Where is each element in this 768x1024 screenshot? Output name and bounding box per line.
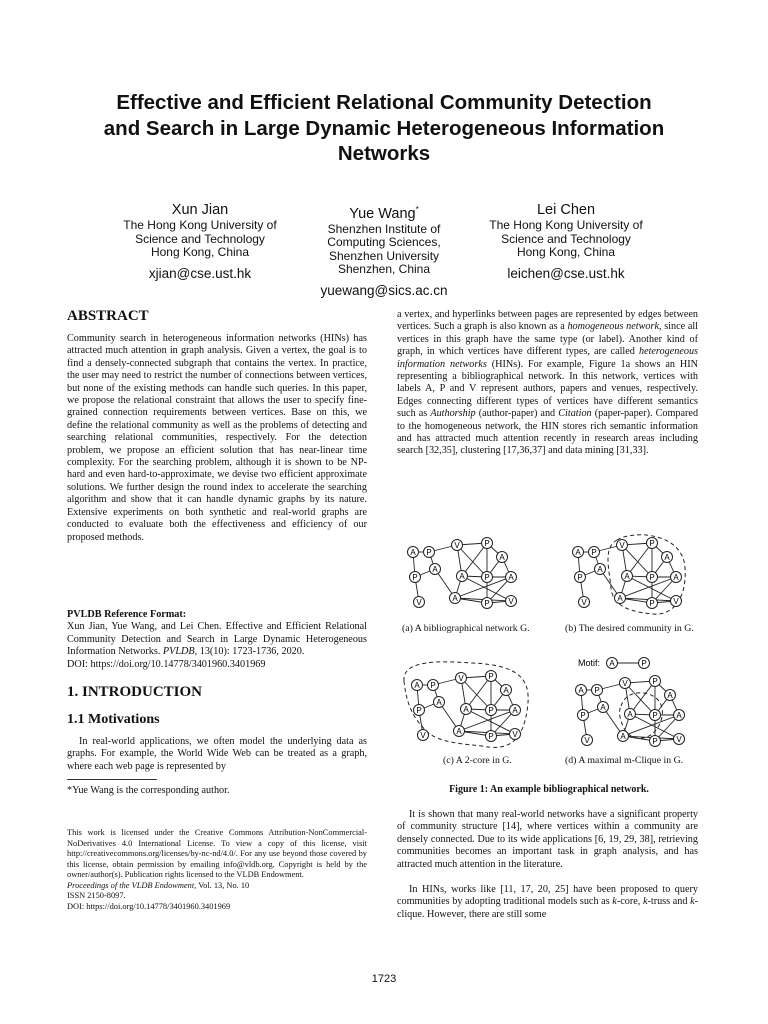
svg-text:A: A [676,711,682,720]
node-a-A6 [450,593,461,604]
node-d-P1 [592,685,603,696]
affil-line: Shenzhen, China [337,262,431,277]
node-a-P4 [482,572,493,583]
figure-caption: Figure 1: An example bibliographical network. [449,784,649,795]
p3-k2: k [642,896,648,908]
svg-text:P: P [484,573,490,582]
svg-text:A: A [508,573,514,582]
author-name-text: Yue Wang [349,205,416,222]
reference-format-text [67,621,367,658]
p1-text-b: , since all vertices in this graph have the same type (or label). Another kind of graph, in which vertices have different types, are called [397,321,699,358]
node-c-P3 [414,705,425,716]
svg-text:P: P [488,732,494,741]
node-d-P5 [650,736,661,747]
svg-text:P: P [484,539,490,548]
motif [578,658,650,669]
figure-1 [398,528,700,800]
node-a-A4 [457,571,468,582]
author-block-2 [284,201,484,300]
node-c-A3 [434,697,445,708]
footnote: *Yue Wang is the corresponding author. [67,785,230,796]
node-c-P1 [428,680,439,691]
node-a-A5 [506,572,517,583]
affil-line: Science and Technology [135,231,265,246]
svg-text:P: P [652,737,658,746]
svg-text:A: A [597,565,603,574]
svg-text:A: A [436,698,442,707]
node-a-A2 [497,552,508,563]
node-b-P4 [647,572,658,583]
node-d-P2 [650,676,661,687]
subcaption-b: (b) The desired community in G. [565,623,694,634]
p1-text-e: (paper-paper). Compared to the homogeneous network, the HIN stores rich semantic information and has attracted much attention recently in research areas including search [32,35], clustering [17,36,37] and data mining [31,33]. [397,408,699,457]
node-d-A1 [576,685,587,696]
intro-paragraph-1: In real-world applications, we often model the underlying data as graphs. For example, the World Wide Web can be treated as a graph, where each web page is represented by [67,736,367,772]
node-b-A1 [573,547,584,558]
svg-text:P: P [649,539,655,548]
affil-line: Hong Kong, China [150,245,250,259]
svg-text:P: P [484,599,490,608]
ref-venue: PVLDB, [162,646,198,658]
subcaption-d: (d) A maximal m-Clique in G. [565,755,684,766]
svg-text:A: A [432,565,438,574]
motivations-heading: 1.1 Motivations [67,712,160,727]
reference-doi[interactable]: DOI: https://doi.org/10.14778/3401960.3401969 [67,658,266,670]
svg-text:P: P [591,548,597,557]
p1-text-c: (HINs). For example, Figure 1a shows an HIN representing a bibliographical network. In this network, vertices with labels A, P and V represent authors, papers and venues, respectively. Edges connecting different types of vertices have different semantics such as [397,358,698,420]
p1-text-d: (author-paper) and [478,408,556,420]
license-block [67,828,367,912]
svg-text:P: P [649,599,655,608]
term-homogeneous-network: homogeneous network [567,321,659,333]
node-d-V1 [620,678,631,689]
node-b-P2 [647,538,658,549]
node-d-A6 [618,731,629,742]
svg-text:A: A [578,686,584,695]
node-b-P3 [575,572,586,583]
graph-d [576,676,685,747]
affil-line: Computing Sciences, [327,235,441,250]
svg-text:P: P [594,686,600,695]
node-b-A6 [615,593,626,604]
title-line-1: Effective and Efficient Relational Community Detection [116,91,652,114]
p3-text-a: In HINs, works like [11, 17, 20, 25] have been proposed to query communities by adopting traditional models such as [397,884,698,908]
node-b-P1 [589,547,600,558]
svg-text:A: A [512,706,518,715]
motif-node-a [607,658,618,669]
affil-line: Shenzhen Institute of [327,221,441,236]
node-b-V1 [617,540,628,551]
svg-text:P: P [488,706,494,715]
p3-k: k [612,896,617,908]
node-b-A3 [595,564,606,575]
svg-text:P: P [416,706,422,715]
svg-text:V: V [581,598,587,607]
right-paragraph-1 [397,309,698,458]
proceedings-volume: Vol. 13, No. 10 [198,880,250,890]
proceedings-title: Proceedings of the VLDB Endowment, [67,880,197,890]
title-line-3: Networks [337,142,431,165]
author-block-3 [466,201,666,283]
reference-format [67,609,367,671]
svg-text:P: P [652,711,658,720]
node-b-V2 [579,597,590,608]
title-line-2: and Search in Large Dynamic Heterogeneous Information [103,116,665,140]
node-d-A2 [665,690,676,701]
svg-text:A: A [414,681,420,690]
node-a-V3 [506,596,517,607]
node-c-P4 [486,705,497,716]
term-authorship: Authorship [430,408,476,420]
proceedings-line [67,881,367,892]
svg-text:P: P [649,573,655,582]
motif-label: Motif: [578,658,601,668]
svg-text:V: V [420,731,426,740]
node-d-A4 [625,709,636,720]
author-name [284,201,484,223]
node-c-A5 [510,705,521,716]
svg-text:V: V [619,541,625,550]
affil-line: The Hong Kong University of [489,218,643,232]
term-hin: heterogeneous information networks [397,346,698,370]
svg-text:V: V [676,735,682,744]
node-c-V2 [418,730,429,741]
svg-text:P: P [652,677,658,686]
svg-text:V: V [454,541,460,550]
corresponding-mark: * [415,205,419,214]
node-c-A4 [461,704,472,715]
p1-text-a: a vertex, and hyperlinks between pages are represented by edges between vertices. Such a graph is also known as a [397,309,698,333]
svg-text:P: P [580,711,586,720]
svg-text:P: P [430,681,436,690]
svg-text:V: V [673,597,679,606]
affil-line: The Hong Kong University of [123,218,277,232]
svg-text:A: A [617,594,623,603]
p3-text-d: -clique. However, there are still some [397,896,699,920]
svg-text:A: A [575,548,581,557]
node-b-A4 [622,571,633,582]
svg-text:A: A [503,686,509,695]
node-c-P2 [486,671,497,682]
svg-text:P: P [577,573,583,582]
subcaption-a: (a) A bibliographical network G. [402,623,530,634]
node-d-P4 [650,710,661,721]
author-email[interactable]: yuewang@sics.ac.cn [320,282,448,298]
license-doi[interactable]: DOI: https://doi.org/10.14778/3401960.3401969 [67,901,231,911]
svg-text:A: A [456,727,462,736]
footnote-rule [67,779,157,780]
svg-text:A: A [600,703,606,712]
abstract-body: Community search in heterogeneous information networks (HINs) has attracted much attention in graph analysis. Given a vertex, the goal is to find a densely-connected subgraph that contains the vertex. In practice, the user may need to restrict the number of connections between vertices, but none of the existing methods can handle such queries. In this paper, we propose the relational constraint that allows the user to specify fine-grained connection requirements between vertices. Base on this, we define the relational community as well as the problems of detecting and searching relational communities, respectively. For the detection problem, we propose an efficient solution that has near-linear time complexity. For the searching problem, although it is shown to be NP-hard and even hard-to-approximate, we devise two efficient approximate solutions. We further design the round index to accelerate the searching algorithm and show that it can handle dynamic graphs by its nature. Extensive experiments on both synthetic and real-world graphs are conducted to evaluate both the effectiveness and efficiency of our proposed methods. [67,333,367,543]
p3-text-b: -core, [616,896,641,908]
right-paragraph-2: It is shown that many real-world networks have a significant property of community structure [14], where vertices within a community are densely connected. Due to its wide applications [6, 19, 29, 38], retrieving communities becomes an important task in graph analysis, and has attracted much attention in the literature. [397,809,698,870]
affil-line: Science and Technology [501,231,631,246]
motif-node-a-label: A [609,659,615,668]
node-a-P1 [424,547,435,558]
page-number: 1723 [371,973,397,985]
p3-k3: k [690,896,695,908]
node-d-A5 [674,710,685,721]
node-d-V3 [674,734,685,745]
graph-c [404,662,528,748]
svg-text:V: V [512,730,518,739]
motif-node-p-label: P [641,659,647,668]
node-d-A3 [598,702,609,713]
license-text: This work is licensed under the Creative Commons Attribution-NonCommercial-NoDerivatives 4.0 International License. To view a copy of this license, visit http://creativecommons.org/licenses/by-nc-nd/4.0/. For any use beyond those covered by this license, obtain permission by emailing info@vldb.org. Copyright is held by the owner/author(s). Publication rights licensed to the VLDB Endowment. [67,828,367,879]
author-affiliation [466,219,666,260]
node-c-A1 [412,680,423,691]
author-block-1 [100,201,300,283]
subcaption-c: (c) A 2-core in G. [443,755,512,766]
node-a-A1 [408,547,419,558]
author-affiliation [284,223,484,277]
node-d-P3 [578,710,589,721]
affil-line: Hong Kong, China [516,245,616,259]
right-paragraph-3 [397,884,698,921]
svg-text:A: A [627,710,633,719]
node-a-P3 [410,572,421,583]
svg-text:V: V [458,674,464,683]
term-citation: Citation [558,408,592,420]
p3-text-c: -truss and [647,896,688,908]
abstract-heading: ABSTRACT [67,308,149,324]
svg-text:V: V [584,736,590,745]
svg-text:A: A [499,553,505,562]
svg-text:P: P [426,548,432,557]
svg-text:A: A [459,572,465,581]
author-name: Xun Jian [171,202,229,218]
node-d-V2 [582,735,593,746]
motif-node-p [639,658,650,669]
author-affiliation [100,219,300,260]
svg-text:P: P [412,573,418,582]
svg-text:P: P [488,672,494,681]
svg-text:A: A [452,594,458,603]
node-a-V1 [452,540,463,551]
ref-text-a: Xun Jian, Yue Wang, and Lei Chen. Effective and Efficient Relational Community Detection and Search in Large Dynamic Heterogeneous Information Networks. [67,621,367,658]
node-c-V1 [456,673,467,684]
svg-text:A: A [673,573,679,582]
paper-title [40,90,728,167]
node-a-A3 [430,564,441,575]
svg-text:A: A [463,705,469,714]
node-b-A5 [671,572,682,583]
node-b-A2 [662,552,673,563]
issn-line: ISSN 2150-8097. [67,891,126,900]
reference-format-heading: PVLDB Reference Format: [67,609,187,620]
graph-b [573,535,686,614]
ref-text-b: 13(10): 1723-1736, 2020. [199,646,305,658]
svg-text:A: A [620,732,626,741]
node-a-V2 [414,597,425,608]
author-name: Lei Chen [536,202,596,218]
node-c-P5 [486,731,497,742]
svg-text:V: V [416,598,422,607]
graph-a [408,538,517,609]
svg-text:A: A [624,572,630,581]
svg-text:V: V [622,679,628,688]
node-b-V3 [671,596,682,607]
svg-text:A: A [664,553,670,562]
intro-heading: 1. INTRODUCTION [67,684,203,700]
author-email[interactable]: xjian@cse.ust.hk [148,265,252,281]
node-c-A6 [454,726,465,737]
svg-text:A: A [410,548,416,557]
svg-text:V: V [508,597,514,606]
affil-line: Shenzhen University [328,248,440,263]
node-c-V3 [510,729,521,740]
node-a-P2 [482,538,493,549]
author-email[interactable]: leichen@cse.ust.hk [507,265,625,281]
node-c-A2 [501,685,512,696]
node-a-P5 [482,598,493,609]
svg-text:A: A [667,691,673,700]
node-b-P5 [647,598,658,609]
